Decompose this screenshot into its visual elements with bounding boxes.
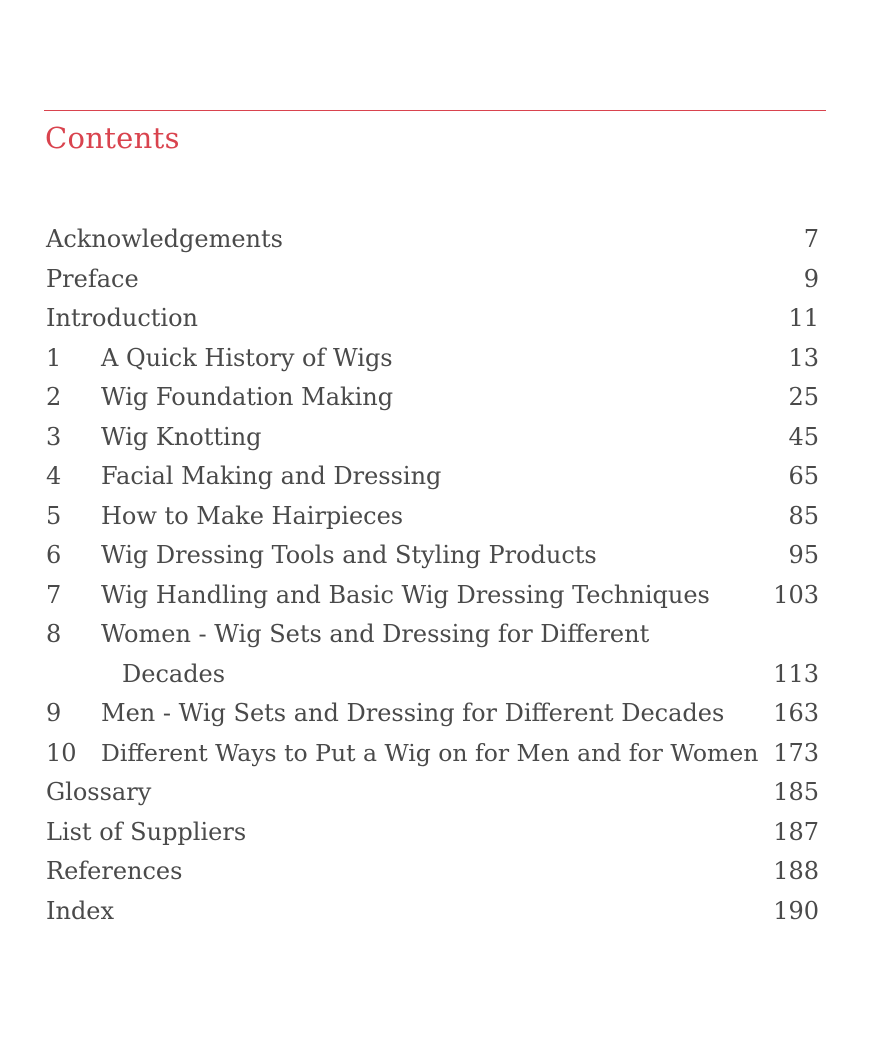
toc-entry[interactable] (0, 773, 891, 813)
entry-title: Women - Wig Sets and Dressing for Different (101, 620, 650, 648)
page-number: 11 (788, 304, 819, 332)
page-number: 188 (773, 857, 819, 885)
page-number: 95 (788, 541, 819, 569)
toc-entry[interactable] (0, 852, 891, 892)
toc-entry[interactable] (0, 299, 891, 339)
page-number: 9 (803, 264, 819, 293)
chapter-number: 3 (46, 422, 62, 451)
entry-title: References (46, 857, 183, 885)
toc-entry[interactable] (0, 418, 891, 458)
page-number: 185 (773, 778, 819, 806)
entry-title: Introduction (46, 304, 198, 332)
page-number: 45 (788, 422, 819, 451)
chapter-number: 7 (46, 580, 62, 609)
entry-title: How to Make Hairpieces (101, 501, 404, 530)
chapter-number: 9 (46, 699, 62, 727)
page-number: 190 (773, 896, 819, 925)
page-number: 173 (773, 738, 819, 767)
entry-title: Wig Dressing Tools and Styling Products (101, 541, 597, 569)
toc-entry[interactable] (0, 576, 891, 616)
entry-title: A Quick History of Wigs (101, 343, 393, 372)
entry-title: Men - Wig Sets and Dressing for Different Decades (101, 699, 725, 727)
entry-title: Facial Making and Dressing (101, 462, 442, 490)
toc-entry[interactable] (0, 339, 891, 379)
chapter-number: 1 (46, 343, 62, 372)
entry-title: Different Ways to Put a Wig on for Men and for Women (101, 738, 759, 767)
header-rule (44, 110, 826, 111)
toc-entry[interactable] (0, 813, 891, 853)
page-number: 187 (773, 817, 819, 846)
entry-title: Wig Foundation Making (101, 383, 394, 411)
page-title: Contents (45, 121, 180, 155)
chapter-number: 8 (46, 620, 62, 648)
entry-title: Index (46, 896, 115, 925)
toc-entry[interactable] (0, 457, 891, 497)
toc-entry[interactable] (0, 497, 891, 537)
toc-entry[interactable] (0, 655, 891, 695)
page-number: 25 (788, 383, 819, 411)
page-number: 85 (788, 501, 819, 530)
entry-title: Wig Handling and Basic Wig Dressing Techniques (101, 580, 710, 609)
page-number: 103 (773, 580, 819, 609)
chapter-number: 6 (46, 541, 62, 569)
entry-title: Wig Knotting (101, 422, 262, 451)
toc-entry[interactable] (0, 536, 891, 576)
toc-entry[interactable] (0, 220, 891, 260)
chapter-number: 5 (46, 501, 62, 530)
entry-title: Glossary (46, 778, 152, 806)
entry-title: Preface (46, 264, 139, 293)
page-number: 163 (773, 699, 819, 727)
page-number: 7 (803, 225, 819, 253)
page-number: 65 (788, 462, 819, 490)
toc-entry[interactable] (0, 378, 891, 418)
toc-entry[interactable] (0, 260, 891, 300)
page-number: 113 (773, 659, 819, 688)
toc-entry[interactable] (0, 892, 891, 932)
table-of-contents (0, 220, 891, 931)
page-number: 13 (788, 343, 819, 372)
entry-title: Decades (122, 659, 226, 688)
chapter-number: 4 (46, 462, 62, 490)
toc-entry[interactable] (0, 734, 891, 774)
chapter-number: 2 (46, 383, 62, 411)
toc-entry[interactable] (0, 694, 891, 734)
toc-entry[interactable] (0, 615, 891, 655)
entry-title: List of Suppliers (46, 817, 247, 846)
chapter-number: 10 (46, 738, 77, 767)
entry-title: Acknowledgements (46, 225, 283, 253)
